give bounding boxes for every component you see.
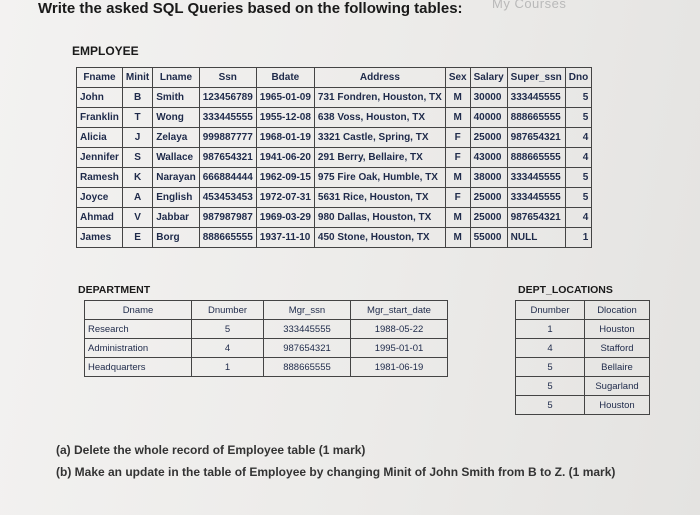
dept-locations-header-row — [516, 301, 650, 320]
employee-row-cell: John — [77, 88, 123, 108]
department-row-cell: 1995-01-01 — [351, 339, 448, 358]
employee-row-cell: 999887777 — [199, 128, 256, 148]
employee-row-cell: 638 Voss, Houston, TX — [314, 108, 445, 128]
employee-row-cell: Borg — [153, 228, 199, 248]
employee-row-cell: 666884444 — [199, 168, 256, 188]
employee-row-cell: 1972-07-31 — [256, 188, 314, 208]
employee-row-cell: 40000 — [470, 108, 507, 128]
employee-row-cell: 1937-11-10 — [256, 228, 314, 248]
employee-row-cell: 5 — [565, 168, 591, 188]
department-row-cell: 888665555 — [264, 358, 351, 377]
employee-row-cell: 38000 — [470, 168, 507, 188]
employee-row-cell: 5631 Rice, Houston, TX — [314, 188, 445, 208]
employee-row-cell: Ahmad — [77, 208, 123, 228]
employee-row — [77, 88, 592, 108]
department-col-mgr-ssn: Mgr_ssn — [264, 301, 351, 320]
employee-col-fname: Fname — [77, 68, 123, 88]
employee-row-cell: 25000 — [470, 208, 507, 228]
employee-row-cell: M — [445, 88, 470, 108]
dept-locations-row-cell: Stafford — [585, 339, 650, 358]
employee-row-cell: Jennifer — [77, 148, 123, 168]
dept-locations-table — [515, 300, 650, 415]
employee-header-row — [77, 68, 592, 88]
department-row-cell: Headquarters — [85, 358, 192, 377]
employee-row — [77, 108, 592, 128]
employee-row-cell: 453453453 — [199, 188, 256, 208]
employee-row-cell: 3321 Castle, Spring, TX — [314, 128, 445, 148]
employee-row-cell: Franklin — [77, 108, 123, 128]
employee-row-cell: Alicia — [77, 128, 123, 148]
dept-locations-row-cell: Houston — [585, 320, 650, 339]
question-b: (b) Make an update in the table of Employee by changing Minit of John Smith from B to Z. (1 mark) — [56, 465, 616, 479]
employee-row-cell: 55000 — [470, 228, 507, 248]
employee-row-cell: NULL — [507, 228, 565, 248]
department-row-cell: 333445555 — [264, 320, 351, 339]
department-col-dnumber: Dnumber — [192, 301, 264, 320]
department-row-cell: 987654321 — [264, 339, 351, 358]
employee-row-cell: 1941-06-20 — [256, 148, 314, 168]
dept-locations-row — [516, 358, 650, 377]
employee-table-body — [77, 88, 592, 248]
employee-row-cell: 333445555 — [507, 168, 565, 188]
employee-col-address: Address — [314, 68, 445, 88]
employee-row-cell: Smith — [153, 88, 199, 108]
department-row-cell: 5 — [192, 320, 264, 339]
dept-locations-table-title: DEPT_LOCATIONS — [518, 284, 613, 296]
dept-locations-col-dnumber: Dnumber — [516, 301, 585, 320]
employee-row-cell: Joyce — [77, 188, 123, 208]
employee-row-cell: 1968-01-19 — [256, 128, 314, 148]
department-row-cell: Administration — [85, 339, 192, 358]
department-row — [85, 320, 448, 339]
employee-row-cell: 888665555 — [199, 228, 256, 248]
employee-row-cell: 25000 — [470, 128, 507, 148]
employee-row-cell: 1 — [565, 228, 591, 248]
employee-row — [77, 148, 592, 168]
employee-row-cell: 1962-09-15 — [256, 168, 314, 188]
employee-row-cell: 333445555 — [199, 108, 256, 128]
question-a: (a) Delete the whole record of Employee table (1 mark) — [56, 443, 366, 457]
employee-row-cell: 980 Dallas, Houston, TX — [314, 208, 445, 228]
department-row — [85, 339, 448, 358]
department-table — [84, 300, 448, 377]
employee-row-cell: K — [122, 168, 152, 188]
employee-row-cell: M — [445, 208, 470, 228]
dept-locations-row-cell: Sugarland — [585, 377, 650, 396]
employee-row — [77, 168, 592, 188]
department-row-cell: Research — [85, 320, 192, 339]
employee-row-cell: 987654321 — [507, 208, 565, 228]
department-col-mgr-start-date: Mgr_start_date — [351, 301, 448, 320]
employee-row-cell: B — [122, 88, 152, 108]
employee-col-sex: Sex — [445, 68, 470, 88]
employee-col-lname: Lname — [153, 68, 199, 88]
department-row-cell: 4 — [192, 339, 264, 358]
employee-row — [77, 128, 592, 148]
employee-row-cell: 333445555 — [507, 88, 565, 108]
employee-row-cell: 987987987 — [199, 208, 256, 228]
department-col-dname: Dname — [85, 301, 192, 320]
employee-row — [77, 228, 592, 248]
employee-row-cell: V — [122, 208, 152, 228]
employee-col-salary: Salary — [470, 68, 507, 88]
department-table-body — [85, 320, 448, 377]
employee-row-cell: M — [445, 108, 470, 128]
employee-row-cell: Wong — [153, 108, 199, 128]
employee-row-cell: E — [122, 228, 152, 248]
employee-row-cell: 888665555 — [507, 148, 565, 168]
dept-locations-row-cell: 1 — [516, 320, 585, 339]
employee-row-cell: S — [122, 148, 152, 168]
employee-row-cell: 987654321 — [199, 148, 256, 168]
employee-row-cell: 4 — [565, 148, 591, 168]
employee-row-cell: J — [122, 128, 152, 148]
employee-row-cell: 888665555 — [507, 108, 565, 128]
employee-col-super-ssn: Super_ssn — [507, 68, 565, 88]
dept-locations-row — [516, 339, 650, 358]
employee-row-cell: 4 — [565, 128, 591, 148]
employee-row-cell: T — [122, 108, 152, 128]
employee-row-cell: English — [153, 188, 199, 208]
employee-col-ssn: Ssn — [199, 68, 256, 88]
dept-locations-row-cell: 4 — [516, 339, 585, 358]
employee-row-cell: M — [445, 168, 470, 188]
department-table-title: DEPARTMENT — [78, 284, 151, 296]
employee-table-title: EMPLOYEE — [72, 44, 139, 58]
department-row-cell: 1 — [192, 358, 264, 377]
department-row-cell: 1988-05-22 — [351, 320, 448, 339]
employee-row-cell: 333445555 — [507, 188, 565, 208]
employee-row-cell: Ramesh — [77, 168, 123, 188]
employee-row-cell: 30000 — [470, 88, 507, 108]
employee-row-cell: Wallace — [153, 148, 199, 168]
employee-row-cell: F — [445, 148, 470, 168]
employee-row-cell: 291 Berry, Bellaire, TX — [314, 148, 445, 168]
employee-row-cell: F — [445, 128, 470, 148]
employee-row-cell: M — [445, 228, 470, 248]
employee-row — [77, 208, 592, 228]
dept-locations-row-cell: 5 — [516, 358, 585, 377]
employee-row-cell: 1955-12-08 — [256, 108, 314, 128]
employee-row-cell: Narayan — [153, 168, 199, 188]
department-row — [85, 358, 448, 377]
employee-row-cell: 4 — [565, 208, 591, 228]
watermark: My Courses — [492, 0, 567, 11]
employee-row-cell: 1965-01-09 — [256, 88, 314, 108]
employee-row-cell: 1969-03-29 — [256, 208, 314, 228]
employee-row-cell: 987654321 — [507, 128, 565, 148]
employee-row-cell: 5 — [565, 188, 591, 208]
dept-locations-col-dlocation: Dlocation — [585, 301, 650, 320]
dept-locations-table-body — [516, 320, 650, 415]
department-row-cell: 1981-06-19 — [351, 358, 448, 377]
employee-row-cell: James — [77, 228, 123, 248]
dept-locations-row — [516, 396, 650, 415]
employee-row-cell: 43000 — [470, 148, 507, 168]
employee-row-cell: Zelaya — [153, 128, 199, 148]
employee-row-cell: A — [122, 188, 152, 208]
employee-row-cell: 5 — [565, 88, 591, 108]
dept-locations-row-cell: 5 — [516, 377, 585, 396]
employee-col-dno: Dno — [565, 68, 591, 88]
employee-row-cell: 450 Stone, Houston, TX — [314, 228, 445, 248]
employee-col-bdate: Bdate — [256, 68, 314, 88]
dept-locations-row — [516, 377, 650, 396]
employee-row — [77, 188, 592, 208]
page-heading: Write the asked SQL Queries based on the following tables: — [38, 0, 463, 17]
dept-locations-row-cell: Houston — [585, 396, 650, 415]
dept-locations-row — [516, 320, 650, 339]
employee-row-cell: Jabbar — [153, 208, 199, 228]
employee-row-cell: F — [445, 188, 470, 208]
dept-locations-row-cell: 5 — [516, 396, 585, 415]
employee-row-cell: 975 Fire Oak, Humble, TX — [314, 168, 445, 188]
dept-locations-row-cell: Bellaire — [585, 358, 650, 377]
employee-col-minit: Minit — [122, 68, 152, 88]
employee-row-cell: 25000 — [470, 188, 507, 208]
department-header-row — [85, 301, 448, 320]
employee-row-cell: 123456789 — [199, 88, 256, 108]
employee-row-cell: 731 Fondren, Houston, TX — [314, 88, 445, 108]
employee-row-cell: 5 — [565, 108, 591, 128]
employee-table — [76, 67, 592, 248]
